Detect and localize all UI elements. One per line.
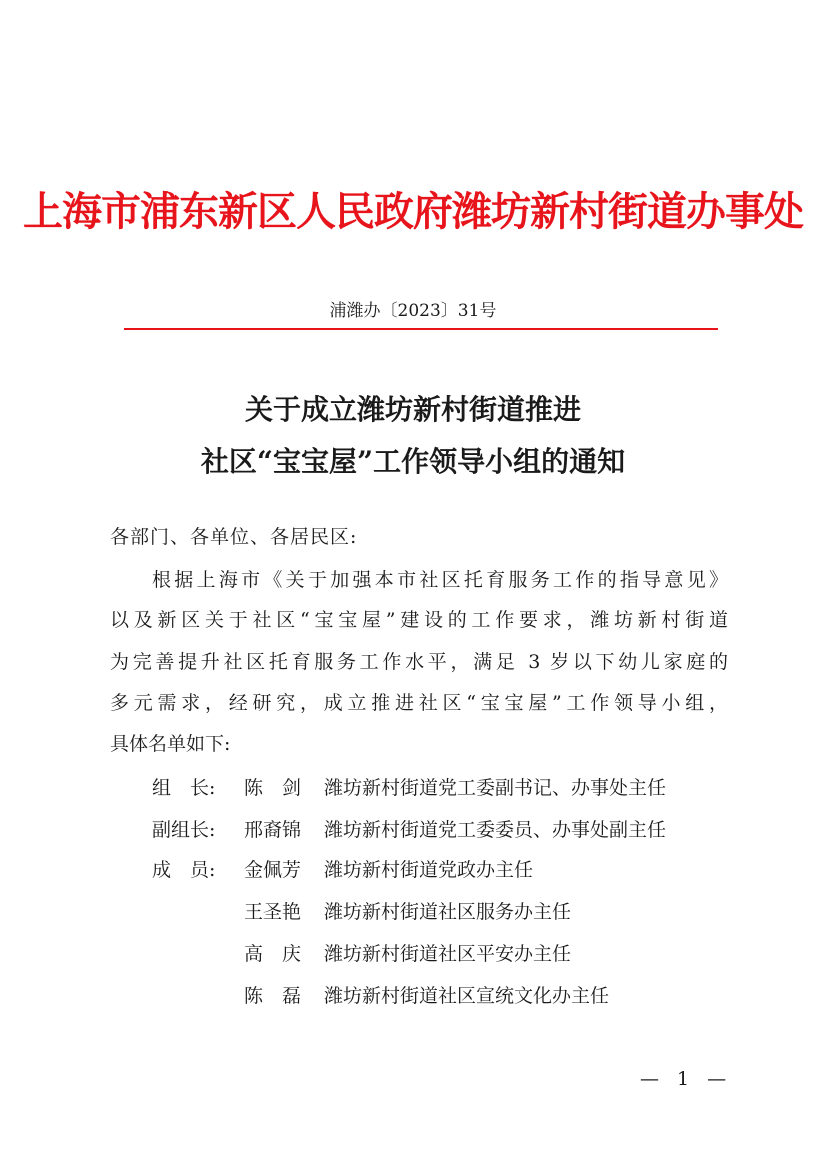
member-name: 陈 磊 xyxy=(244,985,302,1007)
member-position: 潍坊新村街道党工委委员、办事处副主任 xyxy=(324,819,667,841)
paragraph-line: 根据上海市《关于加强本市社区托育服务工作的指导意见》 xyxy=(152,569,728,591)
paragraph-line: 以及新区关于社区“宝宝屋”建设的工作要求，潍坊新村街道 xyxy=(110,609,728,631)
header-red-rule xyxy=(124,328,718,330)
member-position: 潍坊新村街道社区服务办主任 xyxy=(324,901,572,923)
member-name: 高 庆 xyxy=(244,943,302,965)
member-name: 金佩芳 xyxy=(244,859,302,881)
page-number: — 1 — xyxy=(640,1068,733,1090)
notice-title-line-2: 社区“宝宝屋”工作领导小组的通知 xyxy=(200,445,626,478)
organization-header: 上海市浦东新区人民政府潍坊新村街道办事处 xyxy=(23,189,803,235)
paragraph-line: 多元需求，经研究，成立推进社区“宝宝屋”工作领导小组， xyxy=(110,692,728,714)
member-position: 潍坊新村街道党工委副书记、办事处主任 xyxy=(324,777,667,799)
paragraph-line: 为完善提升社区托育服务工作水平，满足 3 岁以下幼儿家庭的 xyxy=(110,651,728,673)
member-position: 潍坊新村街道党政办主任 xyxy=(324,859,534,881)
member-position: 潍坊新村街道社区平安办主任 xyxy=(324,943,572,965)
member-role: 副组长: xyxy=(152,819,216,841)
document-number: 浦潍办〔2023〕31号 xyxy=(329,301,497,321)
member-role: 组 长: xyxy=(152,777,216,799)
member-position: 潍坊新村街道社区宣统文化办主任 xyxy=(324,985,610,1007)
member-name: 王圣艳 xyxy=(244,901,302,923)
salutation: 各部门、各单位、各居民区: xyxy=(110,526,358,548)
member-name: 陈 剑 xyxy=(244,777,302,799)
member-role: 成 员: xyxy=(152,859,216,881)
notice-title-line-1: 关于成立潍坊新村街道推进 xyxy=(244,393,581,426)
member-name: 邢裔锦 xyxy=(244,819,302,841)
paragraph-line: 具体名单如下: xyxy=(110,733,231,755)
